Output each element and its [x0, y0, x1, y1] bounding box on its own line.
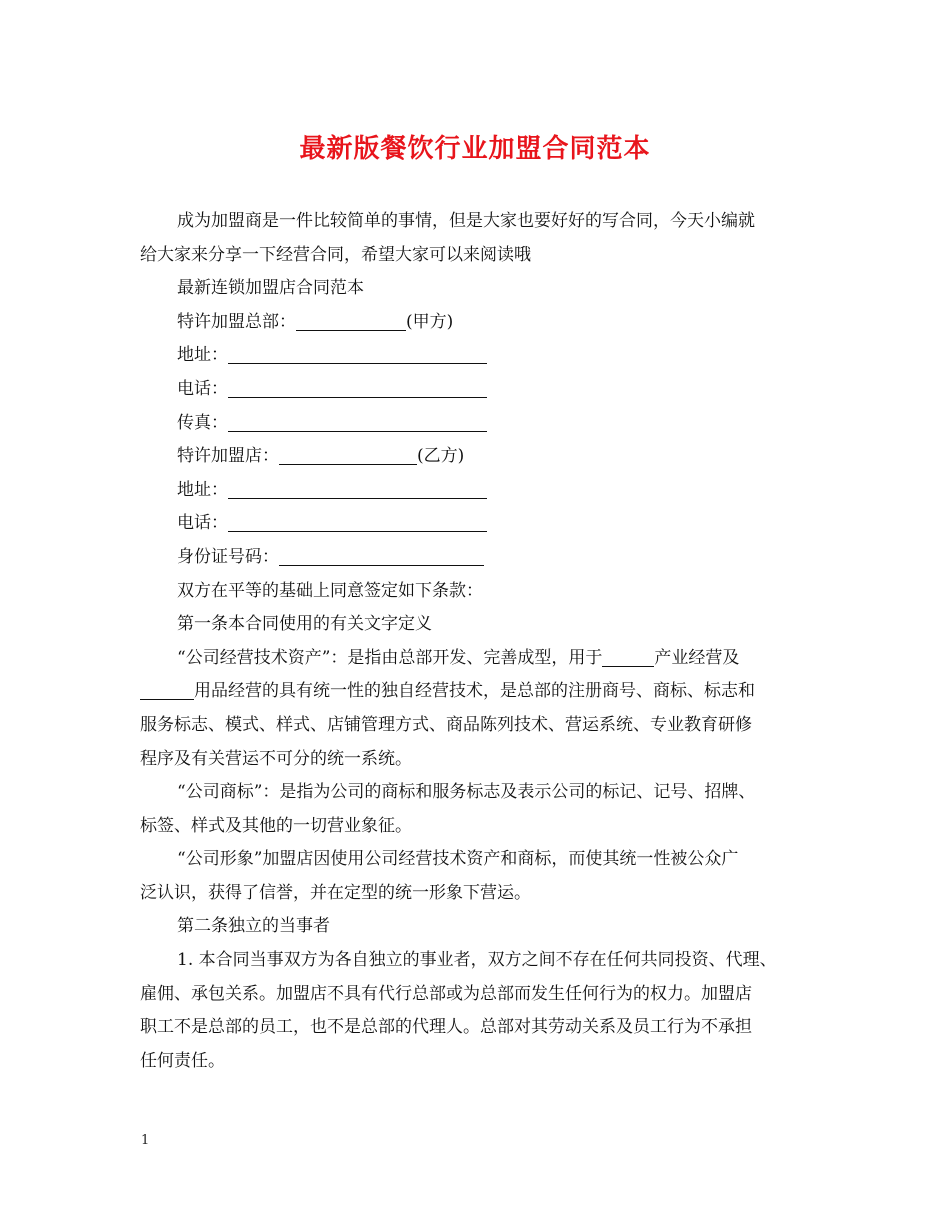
- article-2-heading: 第二条独立的当事者: [177, 916, 330, 937]
- article-1-heading: 第一条本合同使用的有关文字定义: [177, 614, 432, 635]
- definition-1-blank-1: [602, 646, 654, 667]
- definition-1-blank-2: [140, 679, 194, 700]
- party-b-phone-blank: [228, 511, 487, 532]
- party-b-id-label: 身份证号码：: [177, 546, 279, 567]
- party-a-phone-label: 电话：: [177, 378, 228, 399]
- document-title: 最新版餐饮行业加盟合同范本: [299, 134, 651, 164]
- definition-1-part-1: “公司经营技术资产”：是指由总部开发、完善成型，用于: [177, 647, 603, 668]
- definition-1-line-1: [140, 642, 815, 676]
- party-b-phone-label: 电话：: [177, 513, 228, 534]
- party-a-fax-label: 传真：: [177, 412, 228, 433]
- party-b-phone-field: [140, 507, 815, 541]
- definition-2-line-2: 标签、样式及其他的一切营业象征。: [140, 815, 412, 836]
- party-a-hq-blank: [296, 310, 406, 331]
- party-a-address-blank: [228, 343, 487, 364]
- clause-1-line-3: 职工不是总部的员工，也不是总部的代理人。总部对其劳动关系及员工行为不承担: [140, 1017, 752, 1038]
- party-b-store-field: [140, 440, 815, 474]
- party-b-store-blank: [279, 444, 417, 465]
- party-a-phone-blank: [228, 377, 487, 398]
- party-b-id-blank: [279, 545, 484, 566]
- definition-1-line-2: [140, 675, 815, 709]
- party-b-suffix: (乙方): [417, 446, 465, 467]
- definition-1-part-2: 产业经营及: [654, 647, 740, 668]
- party-b-address-field: [140, 474, 815, 508]
- party-a-suffix: (甲方): [406, 311, 454, 332]
- definition-1-line-4: 程序及有关营运不可分的统一系统。: [140, 748, 412, 769]
- definition-1-line-3: 服务标志、模式、样式、店铺管理方式、商品陈列技术、营运系统、专业教育研修: [140, 714, 752, 735]
- party-a-hq-label: 特许加盟总部：: [177, 311, 296, 332]
- intro-line-1: 成为加盟商是一件比较简单的事情，但是大家也要好好的写合同，今天小编就: [177, 211, 755, 231]
- party-a-phone-field: [140, 373, 815, 407]
- intro-line-2: 给大家来分享一下经营合同，希望大家可以来阅读哦: [140, 244, 531, 265]
- party-b-id-field: [140, 541, 815, 575]
- party-a-hq-field: [140, 306, 815, 340]
- party-b-store-label: 特许加盟店：: [177, 446, 279, 467]
- clause-1-line-4: 任何责任。: [140, 1050, 225, 1071]
- definition-1-part-3: 用品经营的具有统一性的独自经营技术，是总部的注册商号、商标、标志和: [194, 681, 755, 702]
- clause-1-line-1: 1. 本合同当事双方为各自独立的事业者，双方之间不存在任何共同投资、代理、: [177, 950, 777, 971]
- party-a-address-field: [140, 339, 815, 373]
- party-b-address-label: 地址：: [177, 479, 228, 500]
- contract-subtitle: 最新连锁加盟店合同范本: [177, 278, 364, 299]
- agreement-statement: 双方在平等的基础上同意签定如下条款：: [177, 580, 483, 601]
- party-a-fax-blank: [228, 411, 487, 432]
- definition-3-line-2: 泛认识，获得了信誉，并在定型的统一形象下营运。: [140, 882, 531, 903]
- party-a-fax-field: [140, 407, 815, 441]
- party-a-address-label: 地址：: [177, 345, 228, 366]
- party-b-address-blank: [228, 478, 487, 499]
- page-number: 1: [141, 1133, 150, 1148]
- document-body: [140, 205, 815, 1078]
- clause-1-line-2: 雇佣、承包关系。加盟店不具有代行总部或为总部而发生任何行为的权力。加盟店: [140, 983, 752, 1004]
- definition-2-line-1: “公司商标”：是指为公司的商标和服务标志及表示公司的标记、记号、招牌、: [177, 782, 756, 803]
- definition-3-line-1: “公司形象”加盟店因使用公司经营技术资产和商标，而使其统一性被公众广: [177, 849, 739, 870]
